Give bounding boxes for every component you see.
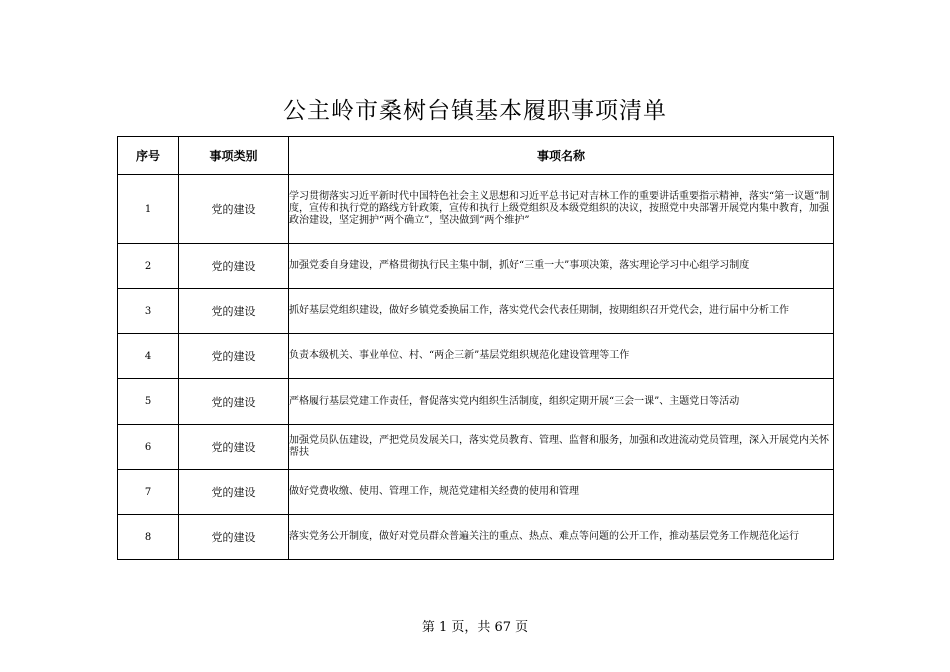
header-serial-number: 序号 <box>118 137 179 175</box>
row-number: 4 <box>118 334 179 379</box>
row-number: 3 <box>118 289 179 334</box>
row-category: 党的建设 <box>179 470 289 515</box>
row-item-name: 落实党务公开制度，做好对党员群众普遍关注的重点、热点、难点等问题的公开工作，推动基层党务工作规范化运行 <box>289 515 834 560</box>
row-number: 2 <box>118 244 179 289</box>
row-number: 6 <box>118 425 179 470</box>
row-category: 党的建设 <box>179 379 289 425</box>
table-row <box>118 244 834 289</box>
table-row <box>118 334 834 379</box>
header-category: 事项类别 <box>179 137 289 175</box>
row-category: 党的建设 <box>179 244 289 289</box>
page-title: 公主岭市桑树台镇基本履职事项清单 <box>283 98 667 124</box>
row-number: 5 <box>118 379 179 425</box>
row-item-name: 加强党委自身建设，严格贯彻执行民主集中制，抓好“三重一大”事项决策，落实理论学习中心组学习制度 <box>289 244 834 289</box>
row-number: 7 <box>118 470 179 515</box>
table-row <box>118 175 834 244</box>
row-item-name: 学习贯彻落实习近平新时代中国特色社会主义思想和习近平总书记对吉林工作的重要讲话重要指示精神，落实“第一议题”制度，宣传和执行党的路线方针政策，宣传和执行上级党组织及本级党组织的决议，按照党中央部署开展党内集中教育，加强政治建设，坚定拥护“两个确立”，坚决做到“两个维护” <box>289 175 834 244</box>
duty-table <box>117 136 834 560</box>
table-row <box>118 425 834 470</box>
row-number: 8 <box>118 515 179 560</box>
row-category: 党的建设 <box>179 175 289 244</box>
table-row <box>118 289 834 334</box>
header-item-name: 事项名称 <box>289 137 834 175</box>
row-item-name: 负责本级机关、事业单位、村、“两企三新”基层党组织规范化建设管理等工作 <box>289 334 834 379</box>
table-row <box>118 515 834 560</box>
row-category: 党的建设 <box>179 334 289 379</box>
row-item-name: 加强党员队伍建设，严把党员发展关口，落实党员教育、管理、监督和服务，加强和改进流动党员管理，深入开展党内关怀帮扶 <box>289 425 834 470</box>
row-item-name: 严格履行基层党建工作责任，督促落实党内组织生活制度，组织定期开展“三会一课”、主题党日等活动 <box>289 379 834 425</box>
row-category: 党的建设 <box>179 515 289 560</box>
table-row <box>118 379 834 425</box>
table-row <box>118 470 834 515</box>
row-item-name: 抓好基层党组织建设，做好乡镇党委换届工作，落实党代会代表任期制，按期组织召开党代会，进行届中分析工作 <box>289 289 834 334</box>
row-category: 党的建设 <box>179 289 289 334</box>
row-category: 党的建设 <box>179 425 289 470</box>
page-footer: 第 1 页，共 67 页 <box>421 620 529 635</box>
row-item-name: 做好党费收缴、使用、管理工作，规范党建相关经费的使用和管理 <box>289 470 834 515</box>
row-number: 1 <box>118 175 179 244</box>
table-header-row <box>118 137 834 175</box>
